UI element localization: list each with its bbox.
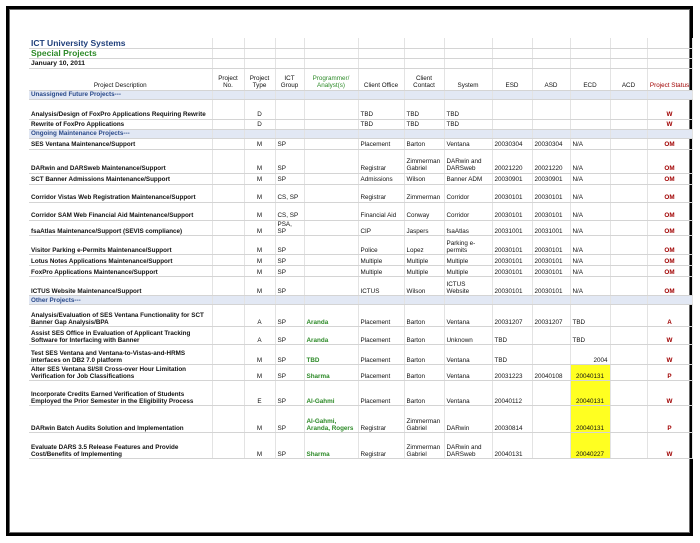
cell-asd: 20030101	[532, 254, 570, 265]
cell-esd: 20021220	[492, 149, 532, 173]
cell-analyst: Aranda	[304, 304, 358, 326]
cell-contact: Wilson	[404, 276, 444, 295]
cell-office: Registrar	[358, 432, 404, 458]
cell-type: M	[244, 344, 275, 364]
cell-acd	[610, 202, 647, 220]
cell-asd: 20021220	[532, 149, 570, 173]
table-row	[29, 432, 692, 458]
cell-type: M	[244, 220, 275, 235]
cell-office: TBD	[358, 99, 404, 119]
cell-asd: 20030101	[532, 184, 570, 202]
cell-status: W	[647, 432, 692, 458]
cell-system: Ventana	[444, 138, 492, 149]
project-description: SCT Banner Admissions Maintenance/Support	[29, 173, 212, 184]
table-row	[29, 364, 692, 380]
table-row	[29, 173, 692, 184]
table-row	[29, 99, 692, 119]
cell-group: SP	[275, 344, 304, 364]
cell-ecd: TBD	[570, 304, 610, 326]
cell-analyst	[304, 99, 358, 119]
cell-status: OM	[647, 184, 692, 202]
cell-status: W	[647, 380, 692, 405]
section-row-unassigned	[29, 90, 692, 99]
header-acd: ACD	[610, 68, 647, 90]
cell-asd: 20030101	[532, 202, 570, 220]
project-description: SES Ventana Maintenance/Support	[29, 138, 212, 149]
cell-office: Multiple	[358, 254, 404, 265]
table-row	[29, 184, 692, 202]
cell-ecd: N/A	[570, 276, 610, 295]
cell-acd	[610, 99, 647, 119]
cell-office: Police	[358, 235, 404, 254]
cell-system: Ventana	[444, 304, 492, 326]
project-description: FoxPro Applications Maintenance/Support	[29, 265, 212, 276]
cell-esd: TBD	[492, 326, 532, 344]
cell-group: SP	[275, 364, 304, 380]
project-no	[212, 149, 244, 173]
table-row	[29, 235, 692, 254]
cell-acd	[610, 184, 647, 202]
cell-acd	[610, 149, 647, 173]
table-row	[29, 149, 692, 173]
cell-system: Multiple	[444, 254, 492, 265]
project-no	[212, 138, 244, 149]
cell-esd: 20030814	[492, 405, 532, 432]
cell-system: Corridor	[444, 184, 492, 202]
cell-contact: TBD	[404, 119, 444, 129]
cell-type: M	[244, 254, 275, 265]
cell-office: Placement	[358, 380, 404, 405]
cell-analyst: Sharma	[304, 432, 358, 458]
project-description: DARwin Batch Audits Solution and Implementation	[29, 405, 212, 432]
project-no	[212, 344, 244, 364]
cell-type: M	[244, 149, 275, 173]
cell-group: SP	[275, 380, 304, 405]
cell-contact: TBD	[404, 99, 444, 119]
cell-ecd: N/A	[570, 202, 610, 220]
section-label: Unassigned Future Projects---	[29, 90, 212, 99]
table-row	[29, 254, 692, 265]
cell-esd: 20030101	[492, 276, 532, 295]
cell-group: CS, SP	[275, 184, 304, 202]
project-no	[212, 276, 244, 295]
cell-analyst	[304, 119, 358, 129]
cell-office: Placement	[358, 326, 404, 344]
header-asd: ASD	[532, 68, 570, 90]
cell-office: Admissions	[358, 173, 404, 184]
cell-group: PSA, SP	[275, 220, 304, 235]
table-row	[29, 405, 692, 432]
header-ict-group: ICT Group	[275, 68, 304, 90]
cell-ecd: N/A	[570, 149, 610, 173]
cell-status: OM	[647, 276, 692, 295]
cell-esd: TBD	[492, 344, 532, 364]
cell-ecd: N/A	[570, 235, 610, 254]
project-no	[212, 202, 244, 220]
cell-ecd: N/A	[570, 173, 610, 184]
cell-asd	[532, 99, 570, 119]
cell-esd: 20030304	[492, 138, 532, 149]
project-description: fsaAtlas Maintenance/Support (SEVIS compliance)	[29, 220, 212, 235]
cell-esd: 20030101	[492, 202, 532, 220]
cell-analyst: Aranda	[304, 326, 358, 344]
cell-group: SP	[275, 405, 304, 432]
cell-acd	[610, 364, 647, 380]
project-description: Assist SES Office in Evaluation of Applicant Tracking Software for Interfacing with Banner	[29, 326, 212, 344]
cell-type: M	[244, 364, 275, 380]
cell-contact: Barton	[404, 304, 444, 326]
cell-office: Financial Aid	[358, 202, 404, 220]
cell-system: Ventana	[444, 364, 492, 380]
cell-status: OM	[647, 265, 692, 276]
cell-system: DARwin and DARSweb	[444, 432, 492, 458]
report-title: ICT University Systems	[29, 38, 212, 48]
cell-type: M	[244, 173, 275, 184]
cell-acd	[610, 344, 647, 364]
projects-table	[29, 38, 693, 459]
cell-asd: 20040108	[532, 364, 570, 380]
cell-ecd: N/A	[570, 220, 610, 235]
cell-acd	[610, 254, 647, 265]
cell-status: OM	[647, 220, 692, 235]
cell-acd	[610, 405, 647, 432]
cell-group	[275, 119, 304, 129]
table-row	[29, 380, 692, 405]
section-row-other	[29, 295, 692, 304]
cell-analyst	[304, 254, 358, 265]
cell-status: W	[647, 99, 692, 119]
header-client-contact: Client Contact	[404, 68, 444, 90]
cell-system: Corridor	[444, 202, 492, 220]
cell-group: SP	[275, 173, 304, 184]
cell-acd	[610, 220, 647, 235]
cell-analyst	[304, 149, 358, 173]
cell-group: SP	[275, 326, 304, 344]
cell-status: OM	[647, 235, 692, 254]
header-project-no: Project No.	[212, 68, 244, 90]
cell-asd: 20030101	[532, 265, 570, 276]
cell-acd	[610, 432, 647, 458]
cell-asd: 20030304	[532, 138, 570, 149]
cell-group: SP	[275, 235, 304, 254]
cell-contact: Zimmerman	[404, 184, 444, 202]
cell-office: Registrar	[358, 405, 404, 432]
cell-contact: Barton	[404, 380, 444, 405]
cell-status: OM	[647, 202, 692, 220]
cell-acd	[610, 119, 647, 129]
cell-asd	[532, 432, 570, 458]
cell-group: SP	[275, 149, 304, 173]
cell-analyst	[304, 276, 358, 295]
section-row-ongoing	[29, 129, 692, 138]
cell-status: W	[647, 326, 692, 344]
cell-status: OM	[647, 149, 692, 173]
header-client-office: Client Office	[358, 68, 404, 90]
cell-esd: 20040131	[492, 432, 532, 458]
cell-contact: Jaspers	[404, 220, 444, 235]
project-no	[212, 119, 244, 129]
project-description: Analysis/Design of FoxPro Applications Requiring Rewrite	[29, 99, 212, 119]
cell-analyst: Al-Gahmi, Aranda, Rogers	[304, 405, 358, 432]
header-programmer-analyst: Programmer/ Analyst(s)	[304, 68, 358, 90]
cell-type: D	[244, 119, 275, 129]
cell-asd: 20030101	[532, 235, 570, 254]
project-no	[212, 364, 244, 380]
cell-ecd: 2004	[570, 344, 610, 364]
project-description: Lotus Notes Applications Maintenance/Support	[29, 254, 212, 265]
header-esd: ESD	[492, 68, 532, 90]
table-row	[29, 344, 692, 364]
cell-system: TBD	[444, 119, 492, 129]
cell-contact: Zimmerman Gabriel	[404, 432, 444, 458]
cell-ecd: 20040131	[570, 405, 610, 432]
cell-esd: 20030101	[492, 265, 532, 276]
cell-esd	[492, 99, 532, 119]
project-description: Visitor Parking e-Permits Maintenance/Support	[29, 235, 212, 254]
cell-contact: Barton	[404, 364, 444, 380]
cell-analyst	[304, 235, 358, 254]
project-description: Evaluate DARS 3.5 Release Features and Provide Cost/Benefits of Implementing	[29, 432, 212, 458]
cell-office: TBD	[358, 119, 404, 129]
cell-group: SP	[275, 254, 304, 265]
project-no	[212, 254, 244, 265]
cell-system: Multiple	[444, 265, 492, 276]
cell-contact: Multiple	[404, 265, 444, 276]
cell-system: TBD	[444, 99, 492, 119]
cell-analyst	[304, 184, 358, 202]
cell-type: M	[244, 432, 275, 458]
cell-contact: Barton	[404, 344, 444, 364]
cell-analyst: Sharma	[304, 364, 358, 380]
cell-system: Ventana	[444, 380, 492, 405]
cell-ecd: 20040131	[570, 380, 610, 405]
project-description: Incorporate Credits Earned Verification of Students Employed the Prior Semester in the Eligibility Process	[29, 380, 212, 405]
table-row	[29, 220, 692, 235]
cell-asd: 20030901	[532, 173, 570, 184]
spreadsheet-page	[9, 9, 690, 533]
cell-type: E	[244, 380, 275, 405]
cell-contact: Zimmerman Gabriel	[404, 405, 444, 432]
cell-office: Registrar	[358, 149, 404, 173]
cell-type: A	[244, 326, 275, 344]
cell-asd	[532, 326, 570, 344]
cell-contact: Zimmerman Gabriel	[404, 149, 444, 173]
header-project-status: Project Status	[647, 68, 692, 90]
report-subtitle: Special Projects	[29, 48, 212, 58]
project-description: Corridor SAM Web Financial Aid Maintenance/Support	[29, 202, 212, 220]
cell-system: fsaAtlas	[444, 220, 492, 235]
cell-analyst	[304, 265, 358, 276]
table-row	[29, 138, 692, 149]
cell-acd	[610, 380, 647, 405]
cell-acd	[610, 326, 647, 344]
table-row	[29, 276, 692, 295]
cell-acd	[610, 265, 647, 276]
project-no	[212, 173, 244, 184]
cell-status: P	[647, 364, 692, 380]
cell-office: CIP	[358, 220, 404, 235]
cell-type: M	[244, 202, 275, 220]
cell-esd: 20030101	[492, 254, 532, 265]
cell-analyst: TBD	[304, 344, 358, 364]
cell-status: P	[647, 405, 692, 432]
cell-system: Banner ADM	[444, 173, 492, 184]
cell-status: W	[647, 119, 692, 129]
project-no	[212, 235, 244, 254]
cell-analyst: Al-Gahmi	[304, 380, 358, 405]
cell-office: Registrar	[358, 184, 404, 202]
cell-contact: Barton	[404, 326, 444, 344]
cell-asd	[532, 380, 570, 405]
cell-esd: 20030101	[492, 184, 532, 202]
cell-asd	[532, 405, 570, 432]
cell-office: Placement	[358, 364, 404, 380]
cell-contact: Barton	[404, 138, 444, 149]
section-label: Other Projects---	[29, 295, 212, 304]
project-description: Corridor Vistas Web Registration Maintenance/Support	[29, 184, 212, 202]
cell-contact: Multiple	[404, 254, 444, 265]
cell-esd	[492, 119, 532, 129]
cell-asd: 20031001	[532, 220, 570, 235]
table-row	[29, 326, 692, 344]
cell-office: Multiple	[358, 265, 404, 276]
cell-acd	[610, 173, 647, 184]
cell-type: M	[244, 405, 275, 432]
cell-ecd: N/A	[570, 254, 610, 265]
header-ecd: ECD	[570, 68, 610, 90]
cell-office: Placement	[358, 304, 404, 326]
table-row	[29, 265, 692, 276]
cell-acd	[610, 235, 647, 254]
cell-contact: Conway	[404, 202, 444, 220]
cell-office: ICTUS	[358, 276, 404, 295]
table-row	[29, 202, 692, 220]
cell-type: M	[244, 235, 275, 254]
project-no	[212, 265, 244, 276]
cell-system: Ventana	[444, 344, 492, 364]
project-no	[212, 220, 244, 235]
cell-analyst	[304, 173, 358, 184]
cell-esd: 20031223	[492, 364, 532, 380]
project-no	[212, 99, 244, 119]
cell-type: M	[244, 138, 275, 149]
cell-esd: 20030901	[492, 173, 532, 184]
project-no	[212, 184, 244, 202]
cell-ecd: 20040227	[570, 432, 610, 458]
cell-ecd: TBD	[570, 326, 610, 344]
table-row	[29, 119, 692, 129]
report-date: January 10, 2011	[29, 58, 212, 68]
cell-group	[275, 99, 304, 119]
cell-contact: Wilson	[404, 173, 444, 184]
cell-type: A	[244, 304, 275, 326]
cell-status: W	[647, 344, 692, 364]
cell-status: OM	[647, 254, 692, 265]
project-no	[212, 304, 244, 326]
cell-ecd: N/A	[570, 138, 610, 149]
cell-office: Placement	[358, 138, 404, 149]
cell-status: A	[647, 304, 692, 326]
cell-type: M	[244, 265, 275, 276]
cell-type: D	[244, 99, 275, 119]
cell-acd	[610, 276, 647, 295]
project-no	[212, 432, 244, 458]
header-project-type: Project Type	[244, 68, 275, 90]
table-row	[29, 304, 692, 326]
document-frame	[6, 6, 693, 536]
cell-office: Placement	[358, 344, 404, 364]
project-description: Analysis/Evaluation of SES Ventana Functionality for SCT Banner Gap Analysis/BPA	[29, 304, 212, 326]
project-no	[212, 380, 244, 405]
header-row	[29, 68, 692, 90]
title-row	[29, 38, 692, 48]
cell-group: SP	[275, 276, 304, 295]
cell-type: M	[244, 184, 275, 202]
project-description: DARwin and DARSweb Maintenance/Support	[29, 149, 212, 173]
project-no	[212, 405, 244, 432]
cell-status: OM	[647, 173, 692, 184]
project-no	[212, 326, 244, 344]
cell-ecd	[570, 119, 610, 129]
project-description: Rewrite of FoxPro Applications	[29, 119, 212, 129]
cell-contact: Lopez	[404, 235, 444, 254]
cell-system: Parking e-permits	[444, 235, 492, 254]
cell-group: SP	[275, 138, 304, 149]
cell-ecd	[570, 99, 610, 119]
cell-acd	[610, 304, 647, 326]
cell-ecd: N/A	[570, 265, 610, 276]
date-row	[29, 58, 692, 68]
cell-ecd: N/A	[570, 184, 610, 202]
cell-acd	[610, 138, 647, 149]
cell-analyst	[304, 202, 358, 220]
project-description: ICTUS Website Maintenance/Support	[29, 276, 212, 295]
cell-asd	[532, 344, 570, 364]
cell-asd	[532, 119, 570, 129]
subtitle-row	[29, 48, 692, 58]
cell-ecd: 20040131	[570, 364, 610, 380]
cell-esd: 20031207	[492, 304, 532, 326]
cell-analyst	[304, 220, 358, 235]
cell-type: M	[244, 276, 275, 295]
cell-group: SP	[275, 432, 304, 458]
cell-esd: 20031001	[492, 220, 532, 235]
cell-group: SP	[275, 304, 304, 326]
cell-asd: 20030101	[532, 276, 570, 295]
cell-asd: 20031207	[532, 304, 570, 326]
cell-analyst	[304, 138, 358, 149]
project-description: Alter SES Ventana SI/SII Cross-over Hour Limitation Verification for Job Classifications	[29, 364, 212, 380]
cell-esd: 20040112	[492, 380, 532, 405]
cell-group: CS, SP	[275, 202, 304, 220]
cell-group: SP	[275, 265, 304, 276]
header-project-description: Project Description	[29, 68, 212, 90]
cell-system: ICTUS Website	[444, 276, 492, 295]
cell-system: DARwin and DARSweb	[444, 149, 492, 173]
section-label: Ongoing Maintenance Projects---	[29, 129, 212, 138]
cell-esd: 20030101	[492, 235, 532, 254]
header-system: System	[444, 68, 492, 90]
cell-status: OM	[647, 138, 692, 149]
cell-system: DARwin	[444, 405, 492, 432]
project-description: Test SES Ventana and Ventana-to-Vistas-and-HRMS interfaces on DB2 7.0 platform	[29, 344, 212, 364]
cell-system: Unknown	[444, 326, 492, 344]
